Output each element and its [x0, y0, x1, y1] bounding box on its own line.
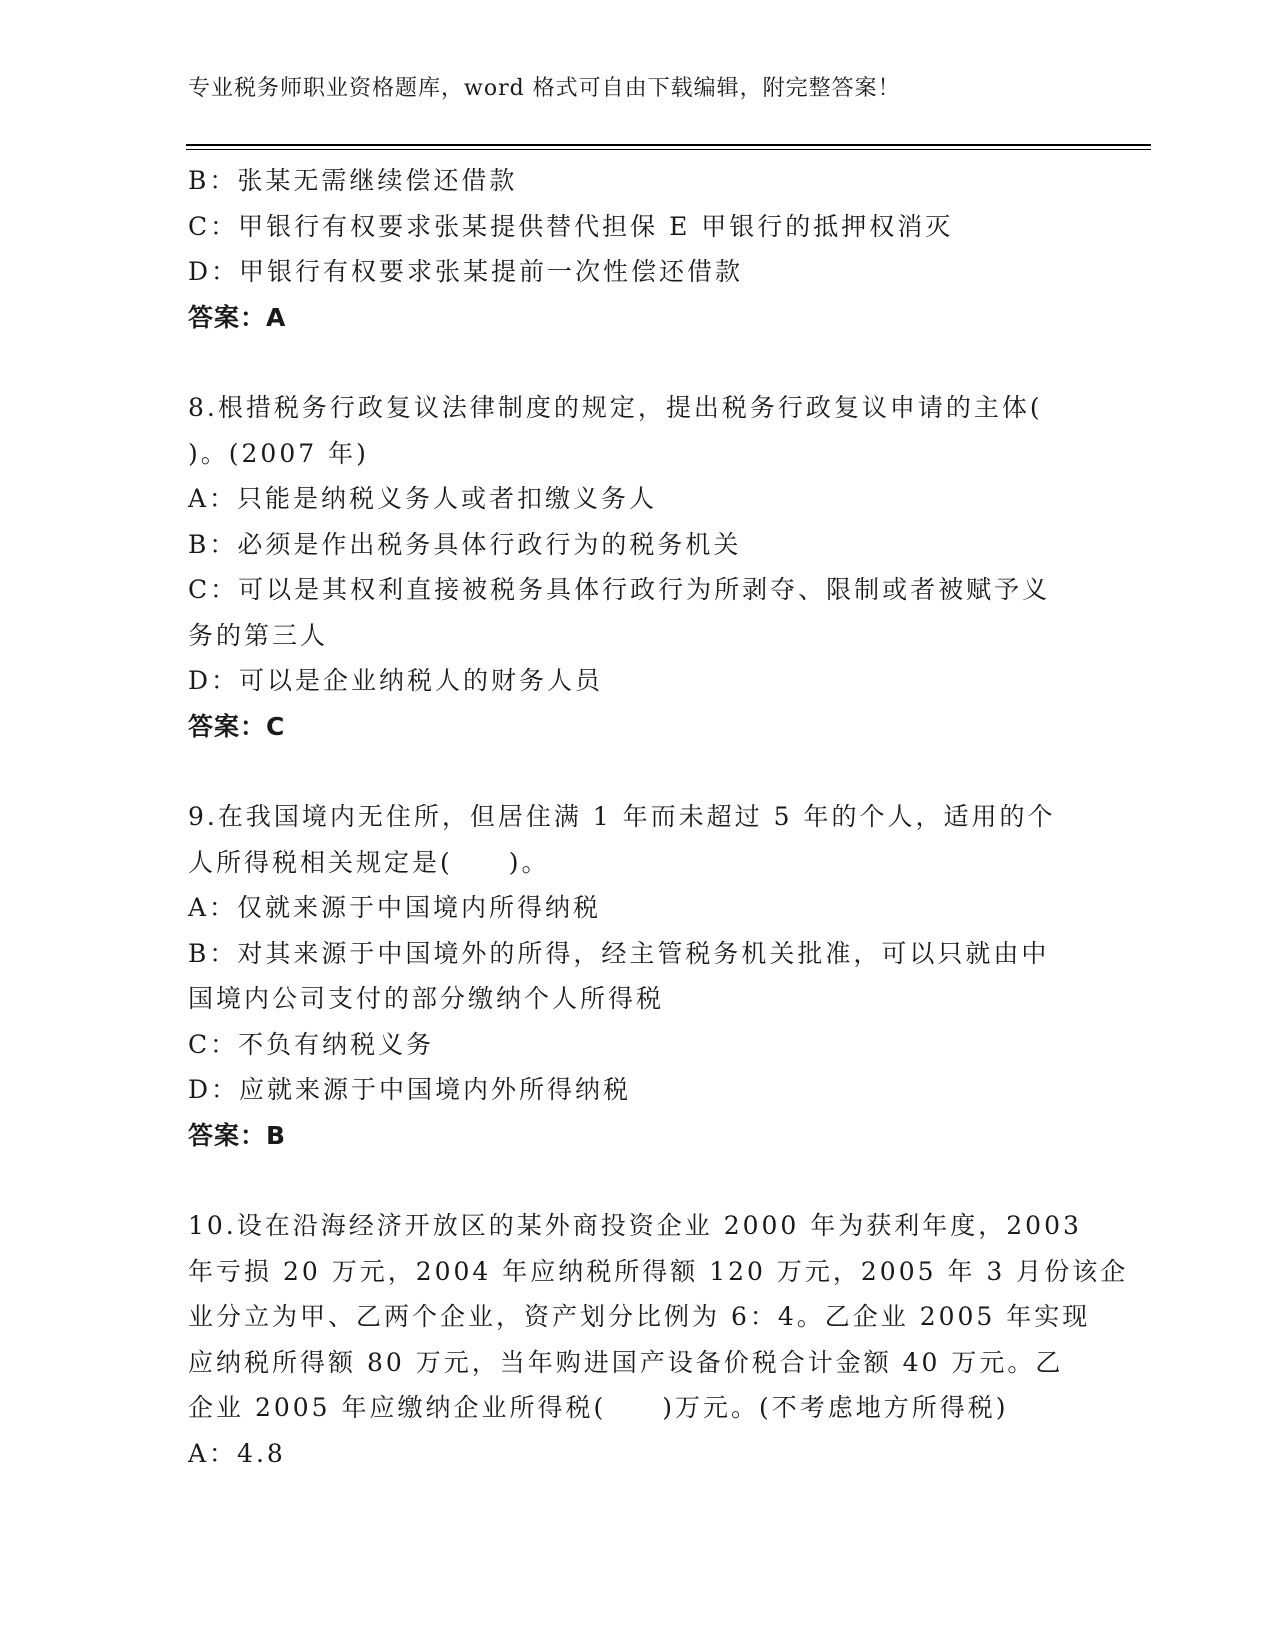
q8-option-c-line1: C：可以是其权利直接被税务具体行政行为所剥夺、限制或者被赋予义: [188, 575, 1051, 604]
q7-option-c: C：甲银行有权要求张某提供替代担保 E 甲银行的抵押权消灭: [188, 211, 954, 241]
spacer: [188, 340, 1088, 385]
q10-option-a: A：4.8: [188, 1438, 286, 1468]
q9-stem-line1: 9.在我国境内无住所，但居住满 1 年而未超过 5 年的个人，适用的个: [188, 802, 1056, 831]
header-divider: [186, 144, 1151, 150]
q10-stem-line4: 应纳税所得额 80 万元，当年购进国产设备价税合计金额 40 万元。乙: [188, 1347, 1064, 1377]
q7-option-b: B：张某无需继续偿还借款: [188, 166, 518, 195]
question-7-tail: [188, 158, 1088, 340]
document-body: [188, 158, 1129, 1476]
q10-stem-line5: 企业 2005 年应缴纳企业所得税( )万元。(不考虑地方所得税): [188, 1393, 1009, 1422]
q9-option-c: C：不负有纳税义务: [188, 1029, 435, 1059]
q10-stem-line2: 年亏损 20 万元，2004 年应纳税所得额 120 万元，2005 年 3 月份该企: [188, 1256, 1129, 1286]
q8-stem-line2: )。(2007 年): [188, 438, 369, 468]
page-header: 专业税务师职业资格题库，word 格式可自由下载编辑，附完整答案！: [188, 76, 901, 101]
q8-answer: 答案：C: [188, 711, 286, 741]
q8-option-a: A：只能是纳税义务人或者扣缴义务人: [188, 484, 658, 513]
q8-option-c-line2: 务的第三人: [188, 620, 329, 650]
q8-option-d: D：可以是企业纳税人的财务人员: [188, 666, 604, 695]
question-9: [188, 794, 1088, 1158]
question-8: [188, 385, 1088, 749]
q9-option-b-line2: 国境内公司支付的部分缴纳个人所得税: [188, 984, 665, 1013]
spacer: [188, 749, 1088, 794]
spacer: [188, 1158, 1088, 1203]
q9-stem-line2: 人所得税相关规定是( )。: [188, 847, 550, 877]
q8-stem-line1: 8.根措税务行政复议法律制度的规定，提出税务行政复议申请的主体(: [188, 393, 1043, 422]
q8-option-b: B：必须是作出税务具体行政行为的税务机关: [188, 529, 742, 559]
q10-stem-line1: 10.设在沿海经济开放区的某外商投资企业 2000 年为获利年度，2003: [188, 1211, 1082, 1240]
q7-option-d: D：甲银行有权要求张某提前一次性偿还借款: [188, 257, 744, 286]
q7-answer: 答案：A: [188, 302, 287, 332]
q9-answer: 答案：B: [188, 1120, 287, 1150]
q9-option-d: D：应就来源于中国境内外所得纳税: [188, 1075, 632, 1104]
question-10: [188, 1203, 1129, 1476]
q10-stem-line3: 业分立为甲、乙两个企业，资产划分比例为 6：4。乙企业 2005 年实现: [188, 1302, 1091, 1331]
q9-option-b-line1: B：对其来源于中国境外的所得，经主管税务机关批准，可以只就由中: [188, 938, 1050, 968]
q9-option-a: A：仅就来源于中国境内所得纳税: [188, 893, 602, 922]
